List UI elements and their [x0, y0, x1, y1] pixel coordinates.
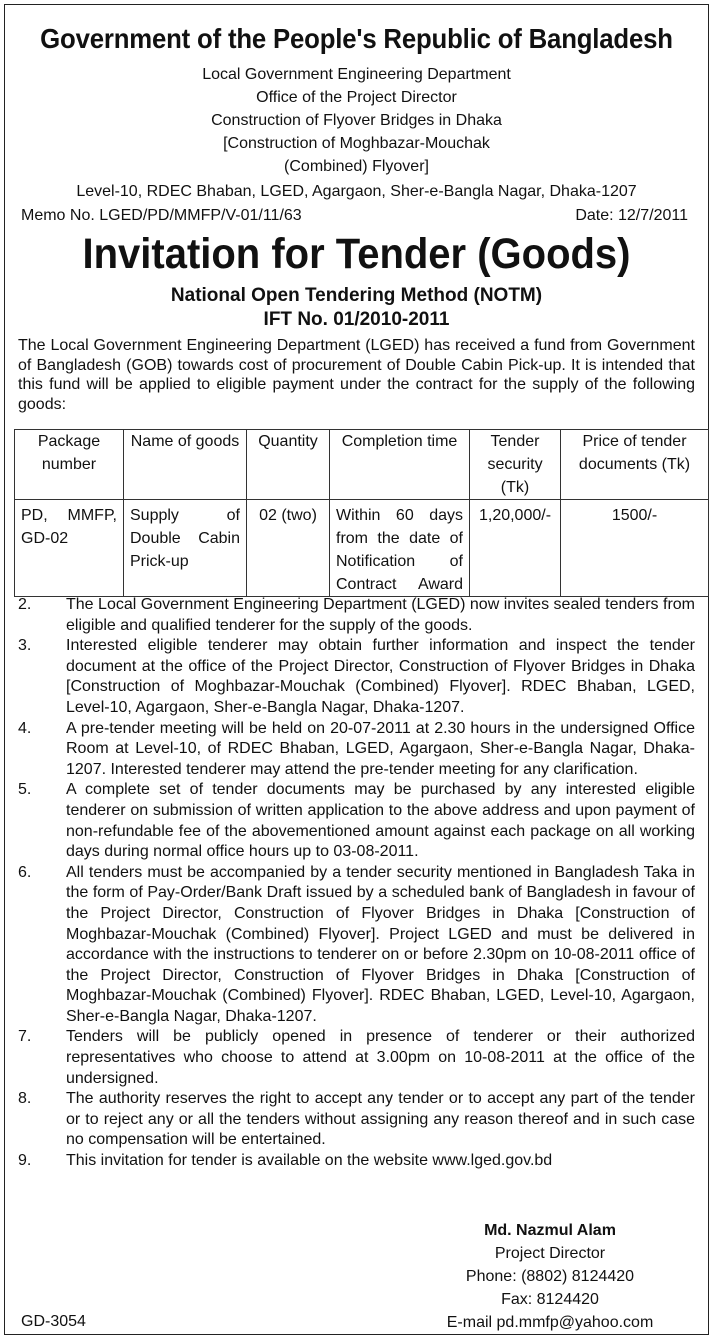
item-number: 5.: [18, 781, 32, 799]
office-line: Office of the Project Director: [256, 89, 457, 106]
cell-name-of-goods: Supply of Double Cabin Prick-up: [124, 500, 247, 597]
list-item: [18, 780, 695, 862]
intro-paragraph: The Local Government Engineering Department (LGED) has received a fund from Government of Bangladesh (GOB) towards cost of procurement of Double Cabin Pick-up. It is intended that this fund will be applied to eligible payment under the contract for the supply of the following goods:: [18, 337, 695, 413]
item-number: 6.: [18, 863, 32, 881]
cell-price-of-documents: 1500/-: [561, 500, 709, 597]
tender-table: [14, 429, 709, 597]
item-number: 2.: [18, 596, 32, 613]
item-text: Tenders will be publicly opened in presence of tenderer or their authorized representatives who choose to attend at 3.00pm on 10-08-2011 at the office of the undersigned.: [66, 1028, 695, 1087]
notice-title: Invitation for Tender (Goods): [82, 230, 631, 278]
gd-number: GD-3054: [21, 1313, 86, 1330]
signatory-phone: Phone: (8802) 8124420: [465, 1268, 635, 1285]
signatory-designation: Project Director: [494, 1245, 606, 1262]
item-text: Interested eligible tenderer may obtain further information and inspect the tender document at the office of the Project Director, Construction of Flyover Bridges in Dhaka [Construction of Moghbazar-Mouchak (Combined) Flyover]. RDEC Bhaban, LGED, Level-10, Agargaon, Sher-e-Bangla Nagar, Dhaka-1207.: [66, 637, 695, 716]
list-item: [18, 1027, 695, 1089]
signatory-name: Md. Nazmul Alam: [484, 1222, 616, 1239]
list-item: [18, 636, 695, 718]
item-text: The authority reserves the right to accept any tender or to accept any part of the tender or to reject any or all the tenders without assigning any reason thereof and in such case no compensation will be entertained.: [66, 1090, 695, 1149]
table-row: [15, 500, 709, 597]
item-text: This invitation for tender is available on the website www.lged.gov.bd: [66, 1152, 553, 1170]
memo-number: Memo No. LGED/PD/MMFP/V-01/11/63: [21, 207, 302, 224]
tender-notice: [4, 4, 709, 1335]
item-number: 7.: [18, 1028, 32, 1046]
address-line: Level-10, RDEC Bhaban, LGED, Agargaon, Sher-e-Bangla Nagar, Dhaka-1207: [76, 183, 637, 200]
header-completion-time: Completion time: [330, 430, 470, 500]
ift-number: IFT No. 01/2010-2011: [263, 309, 450, 330]
signatory-fax: Fax: 8124420: [501, 1291, 599, 1308]
item-number: 9.: [18, 1152, 32, 1170]
signature-block: [415, 1219, 685, 1334]
item-text: A pre-tender meeting will be held on 20-07-2011 at 2.30 hours in the undersigned Office Room at Level-10, of RDEC Bhaban, LGED, Agargaon, Sher-e-Bangla Nagar, Dhaka-1207. Interested tenderer may attend the pre-tender meeting for any clarification.: [66, 719, 695, 778]
item-number: 3.: [18, 637, 32, 655]
list-item: [18, 719, 695, 781]
item-number: 4.: [18, 719, 32, 737]
item-number: 8.: [18, 1090, 32, 1108]
header-quantity: Quantity: [247, 430, 330, 500]
header-price-of-documents: Price of tender documents (Tk): [561, 430, 709, 500]
list-item: [18, 1151, 695, 1172]
table-header-row: [15, 430, 709, 500]
item-text: A complete set of tender documents may be purchased by any interested eligible tenderer on submission of written application to the above address and upon payment of non-refundable fee of the abovementioned amount against each package on all working days during normal office hours up to 03-08-2011.: [66, 781, 695, 861]
list-item: [18, 595, 695, 636]
cell-tender-security: 1,20,000/-: [470, 500, 561, 597]
header-tender-security: Tender security (Tk): [470, 430, 561, 500]
subproject-line-2: (Combined) Flyover]: [284, 158, 429, 175]
header-name-of-goods: Name of goods: [124, 430, 247, 500]
header-package-number: Package number: [15, 430, 124, 500]
list-item: [18, 863, 695, 1028]
cell-package-number: PD, MMFP, GD-02: [15, 500, 124, 597]
item-text: All tenders must be accompanied by a tender security mentioned in Bangladesh Taka in the form of Pay-Order/Bank Draft issued by a scheduled bank of Bangladesh in favour of the Project Director, Construction of Flyover Bridges in Dhaka [Construction of Moghbazar-Mouchak (Combined) Flyover]. Project LGED and must be delivered in accordance with the instructions to tenderer on or before 2.30pm on 10-08-2011 office of the Project Director, Construction of Flyover Bridges in Dhaka [Construction of Moghbazar-Mouchak (Combined) Flyover]. RDEC Bhaban, LGED, Level-10, Agargaon, Sher-e-Bangla Nagar, Dhaka-1207.: [66, 863, 695, 1025]
cell-completion-time: Within 60 days from the date of Notification of Contract Award: [330, 500, 470, 597]
subproject-line-1: [Construction of Moghbazar-Mouchak: [223, 135, 490, 152]
government-heading: Government of the People's Republic of Bangladesh: [40, 23, 673, 54]
list-item: [18, 1089, 695, 1151]
project-line: Construction of Flyover Bridges in Dhaka: [211, 112, 502, 129]
department-line: Local Government Engineering Department: [202, 66, 511, 83]
cell-quantity: 02 (two): [247, 500, 330, 597]
item-text: The Local Government Engineering Department (LGED) now invites sealed tenders from eligible and qualified tenderer for the supply of the goods.: [66, 596, 695, 634]
signatory-email: E-mail pd.mmfp@yahoo.com: [446, 1314, 654, 1331]
tender-method: National Open Tendering Method (NOTM): [170, 285, 543, 306]
conditions-list: [18, 595, 695, 1172]
memo-date: Date: 12/7/2011: [575, 207, 688, 224]
